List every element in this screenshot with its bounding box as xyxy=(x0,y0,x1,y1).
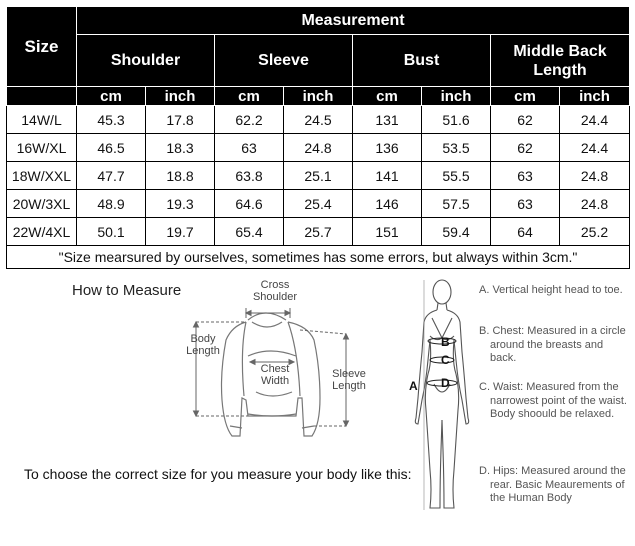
table-cell: 25.1 xyxy=(284,162,353,190)
table-cell: 24.8 xyxy=(284,134,353,162)
table-cell: 24.8 xyxy=(560,162,630,190)
table-cell: 63 xyxy=(491,162,560,190)
table-cell: 25.7 xyxy=(284,218,353,246)
marker-d: D xyxy=(441,376,450,390)
table-cell: 22W/4XL xyxy=(7,218,77,246)
body-length-label: Body Length xyxy=(186,333,220,357)
table-cell: 53.5 xyxy=(422,134,491,162)
table-cell: 16W/XL xyxy=(7,134,77,162)
marker-a: A xyxy=(409,379,418,393)
table-cell: 18.3 xyxy=(146,134,215,162)
how-to-measure-title: How to Measure xyxy=(72,282,182,299)
shoulder-header: Shoulder xyxy=(77,35,215,87)
table-cell: 17.8 xyxy=(146,106,215,134)
table-cell: 50.1 xyxy=(77,218,146,246)
chest-width-label: Chest Width xyxy=(260,363,290,387)
table-cell: 62 xyxy=(491,106,560,134)
description-b: B. Chest: Measured in a circle around the breasts and back. xyxy=(479,325,626,364)
marker-c: C xyxy=(441,353,450,367)
choose-size-text: To choose the correct size for you measure your body like this: xyxy=(24,466,412,482)
table-cell: 24.5 xyxy=(284,106,353,134)
bust-header: Bust xyxy=(353,35,491,87)
unit-header: cm xyxy=(77,87,146,106)
size-header: Size xyxy=(7,7,77,87)
table-cell: 62.2 xyxy=(215,106,284,134)
table-cell: 57.5 xyxy=(422,190,491,218)
unit-header: inch xyxy=(284,87,353,106)
size-note: "Size mearsured by ourselves, sometimes has some errors, but always within 3cm." xyxy=(7,246,630,269)
table-cell: 63 xyxy=(491,190,560,218)
unit-header: cm xyxy=(491,87,560,106)
table-cell: 131 xyxy=(353,106,422,134)
middle-back-length-header: Middle Back Length xyxy=(491,35,630,87)
table-cell: 136 xyxy=(353,134,422,162)
table-cell: 25.2 xyxy=(560,218,630,246)
table-cell: 24.4 xyxy=(560,134,630,162)
unit-header: cm xyxy=(215,87,284,106)
table-cell: 46.5 xyxy=(77,134,146,162)
unit-header: inch xyxy=(422,87,491,106)
unit-header: inch xyxy=(560,87,630,106)
table-cell: 65.4 xyxy=(215,218,284,246)
sleeve-header: Sleeve xyxy=(215,35,353,87)
table-cell: 24.4 xyxy=(560,106,630,134)
table-cell: 62 xyxy=(491,134,560,162)
sleeve-length-label: Sleeve Length xyxy=(332,368,366,392)
description-a: A. Vertical height head to toe. xyxy=(479,284,623,296)
description-d: D. Hips: Measured around the rear. Basic Meaurements of the Human Body xyxy=(479,465,626,504)
table-cell: 141 xyxy=(353,162,422,190)
table-cell: 45.3 xyxy=(77,106,146,134)
table-cell: 19.7 xyxy=(146,218,215,246)
unit-header: inch xyxy=(146,87,215,106)
table-cell: 146 xyxy=(353,190,422,218)
table-cell: 48.9 xyxy=(77,190,146,218)
table-cell: 25.4 xyxy=(284,190,353,218)
table-cell: 24.8 xyxy=(560,190,630,218)
description-c: C. Waist: Measured from the narrowest point of the waist. Body shoould be relaxed. xyxy=(479,381,627,420)
cross-shoulder-label: Cross Shoulder xyxy=(252,279,298,303)
table-cell: 14W/L xyxy=(7,106,77,134)
table-cell: 63 xyxy=(215,134,284,162)
table-cell: 20W/3XL xyxy=(7,190,77,218)
measurement-header: Measurement xyxy=(77,7,630,35)
table-cell: 64 xyxy=(491,218,560,246)
table-cell: 63.8 xyxy=(215,162,284,190)
table-cell: 18W/XXL xyxy=(7,162,77,190)
table-cell: 151 xyxy=(353,218,422,246)
table-cell: 59.4 xyxy=(422,218,491,246)
unit-header: cm xyxy=(353,87,422,106)
marker-b: B xyxy=(441,335,450,349)
table-cell: 51.6 xyxy=(422,106,491,134)
table-cell: 19.3 xyxy=(146,190,215,218)
table-cell: 64.6 xyxy=(215,190,284,218)
table-cell: 18.8 xyxy=(146,162,215,190)
table-cell: 55.5 xyxy=(422,162,491,190)
table-cell: 47.7 xyxy=(77,162,146,190)
